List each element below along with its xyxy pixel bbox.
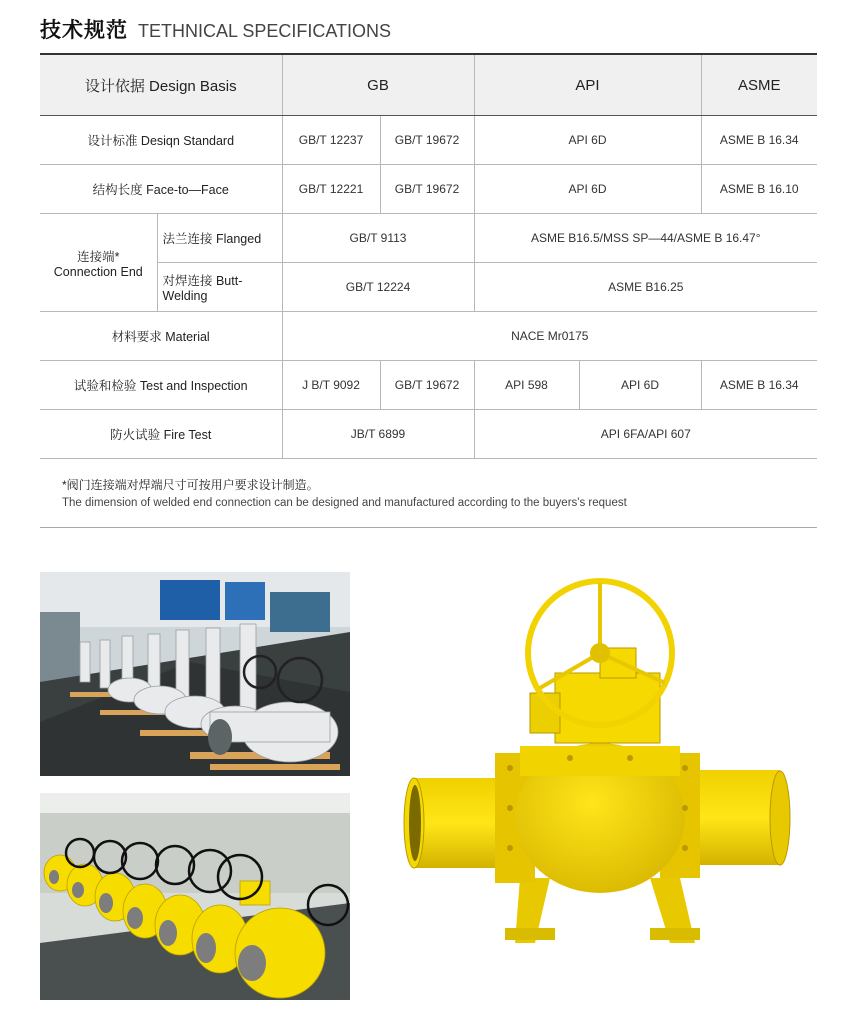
yellow-ball-valve-drawing xyxy=(400,578,820,958)
title-english: TETHNICAL SPECIFICATIONS xyxy=(138,21,392,41)
label-connection-end xyxy=(40,214,157,312)
connection-end-cn: 连接端* xyxy=(77,249,120,264)
footnote xyxy=(62,476,627,509)
factory-grey-valves-photo xyxy=(40,572,350,776)
label-face-to-face: 结构长度 Face-to—Face xyxy=(40,165,282,214)
cell-gb-2: GB/T 19672 xyxy=(380,165,474,214)
row-design-standard xyxy=(40,116,817,165)
label-flanged: 法兰连接 Flanged xyxy=(157,214,282,263)
label-design-standard: 设计标准 Desiqn Standard xyxy=(40,116,282,165)
header-asme: ASME xyxy=(701,55,817,116)
cell-gb: GB/T 9113 xyxy=(282,214,474,263)
cell-gb-1: GB/T 12237 xyxy=(282,116,380,165)
cell-asme: ASME B 16.10 xyxy=(701,165,817,214)
factory-yellow-valves-photo xyxy=(40,793,350,1000)
cell-api-1: API 598 xyxy=(474,361,579,410)
row-connection-butt-welding xyxy=(40,263,817,312)
cell-asme: ASME B 16.34 xyxy=(701,361,817,410)
cell-api-asme: ASME B16.5/MSS SP—44/ASME B 16.47° xyxy=(474,214,817,263)
factory-yellow-valves-image xyxy=(40,793,350,1000)
cell-api-asme: API 6FA/API 607 xyxy=(474,410,817,459)
cell-api-asme: ASME B16.25 xyxy=(474,263,817,312)
footnote-chinese: *阀门连接端对焊端尺寸可按用户要求设计制造。 xyxy=(62,478,319,492)
cell-asme: ASME B 16.34 xyxy=(701,116,817,165)
connection-end-en: Connection End xyxy=(53,264,143,279)
section-title xyxy=(40,14,391,46)
cell-gb: GB/T 12224 xyxy=(282,263,474,312)
cell-gb-1: GB/T 12221 xyxy=(282,165,380,214)
cell-api-2: API 6D xyxy=(579,361,701,410)
header-gb: GB xyxy=(282,55,474,116)
label-butt-welding: 对焊连接 Butt-Welding xyxy=(157,263,282,312)
row-fire-test xyxy=(40,410,817,459)
label-fire-test: 防火试验 Fire Test xyxy=(40,410,282,459)
cell-api: API 6D xyxy=(474,165,701,214)
cell-api: API 6D xyxy=(474,116,701,165)
cell-material: NACE Mr0175 xyxy=(282,312,817,361)
title-chinese: 技术规范 xyxy=(40,18,128,42)
footnote-english: The dimension of welded end connection can be designed and manufactured according to the buyers's request xyxy=(62,497,627,509)
row-face-to-face xyxy=(40,165,817,214)
cell-gb-2: GB/T 19672 xyxy=(380,116,474,165)
label-material: 材料要求 Material xyxy=(40,312,282,361)
specifications-table xyxy=(40,55,817,459)
cell-gb: JB/T 6899 xyxy=(282,410,474,459)
factory-grey-valves-image xyxy=(40,572,350,776)
table-header-row xyxy=(40,55,817,116)
row-test-inspection xyxy=(40,361,817,410)
header-api: API xyxy=(474,55,701,116)
row-material xyxy=(40,312,817,361)
cell-gb-2: GB/T 19672 xyxy=(380,361,474,410)
cell-gb-1: J B/T 9092 xyxy=(282,361,380,410)
label-test-inspection: 试验和检验 Test and Inspection xyxy=(40,361,282,410)
footnote-bottom-rule xyxy=(40,527,817,528)
yellow-ball-valve-image xyxy=(400,578,820,958)
header-design-basis: 设计依据 Design Basis xyxy=(40,55,282,116)
row-connection-flanged xyxy=(40,214,817,263)
